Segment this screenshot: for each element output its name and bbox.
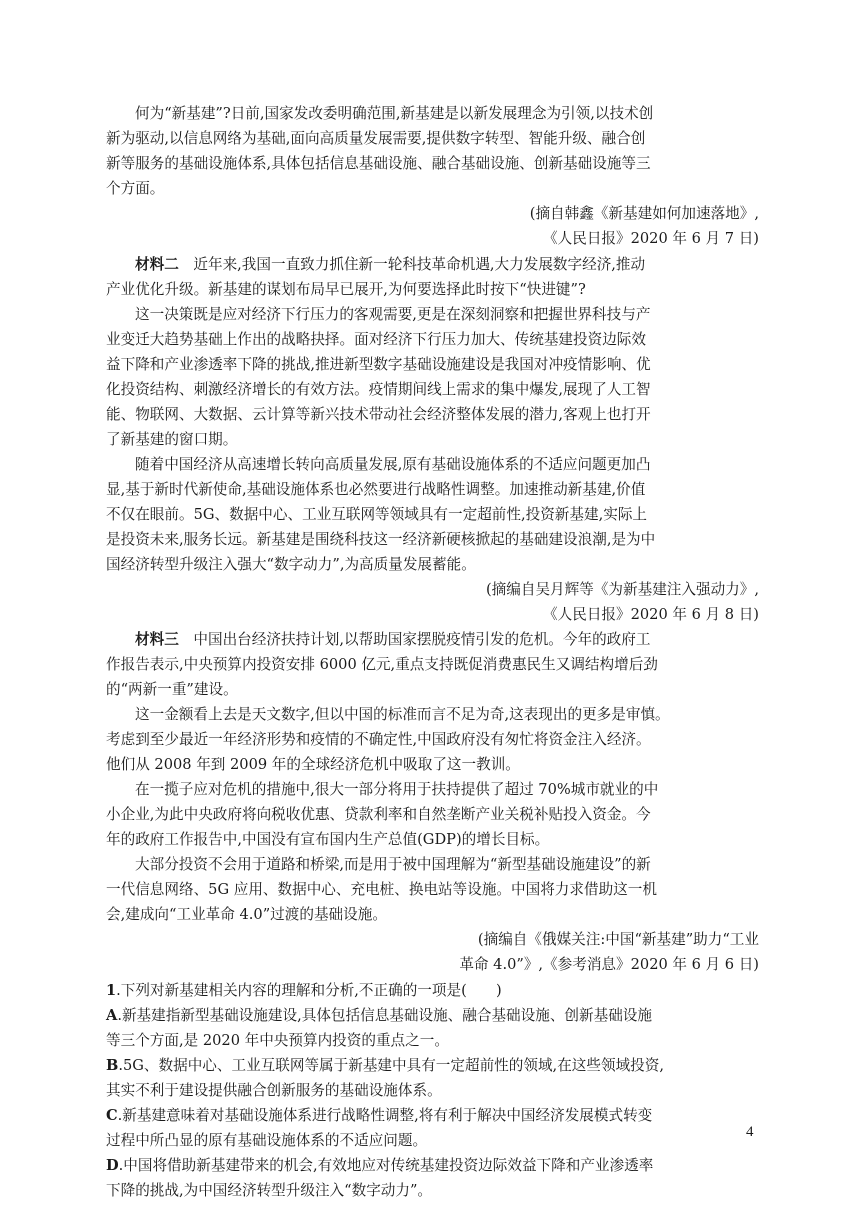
- text-line: [106, 754, 520, 776]
- line-text: 随着中国经济从高速增长转向高质量发展,原有基础设施体系的不适应问题更加凸: [135, 456, 651, 473]
- bold-label: 材料三: [135, 631, 179, 648]
- text-line: [106, 128, 645, 150]
- text-line: [543, 604, 759, 626]
- line-text: .新基建指新型基础设施建设,具体包括信息基础设施、融合基础设施、创新基础设施: [117, 1007, 652, 1024]
- line-text: 国经济转型升级注入强大“数字动力”,为高质量发展蓄能。: [106, 556, 476, 573]
- text-line: [106, 554, 476, 576]
- text-line: [106, 1155, 653, 1177]
- text-line: [135, 103, 653, 125]
- text-line: [106, 980, 502, 1002]
- line-text: 益下降和产业渗透率下降的挑战,推进新型数字基础设施建设是我国对冲疫情影响、优: [106, 356, 651, 373]
- text-line: [106, 354, 651, 376]
- text-line: [135, 779, 658, 801]
- text-line: [543, 228, 759, 250]
- line-text: 显,基于新时代新使命,基础设施体系也必然要进行战略性调整。加速推动新基建,价值: [106, 481, 646, 498]
- text-line: [478, 929, 759, 951]
- text-line: [106, 1080, 442, 1102]
- line-text: 《人民日报》2020 年 6 月 8 日): [543, 606, 759, 623]
- line-text: 等三个方面,是 2020 年中央预算内投资的重点之一。: [106, 1032, 449, 1049]
- line-text: 不仅在眼前。5G、数据中心、工业互联网等领域具有一定超前性,投资新基建,实际上: [106, 506, 648, 523]
- text-line: [106, 504, 647, 526]
- line-text: (摘编自吴月辉等《为新基建注入强动力》,: [485, 581, 759, 598]
- text-line: [106, 1030, 449, 1052]
- line-text: 下降的挑战,为中国经济转型升级注入“数字动力”。: [106, 1182, 433, 1199]
- bold-label: B: [106, 1057, 119, 1074]
- text-line: [106, 829, 549, 851]
- text-line: [106, 1005, 652, 1027]
- line-text: 业变迁大趋势基础上作出的战略抉择。面对经济下行压力加大、传统基建投资边际效: [106, 331, 646, 348]
- line-text: 新为驱动,以信息网络为基础,面向高质量发展需要,提供数字转型、智能升级、融合创: [106, 130, 646, 147]
- line-text: 一代信息网络、5G 应用、数据中心、充电桩、换电站等设施。中国将力求借助这一机: [106, 881, 657, 898]
- text-line: [530, 203, 759, 225]
- line-text: .下列对新基建相关内容的理解和分析,不正确的一项是( ): [116, 982, 502, 999]
- text-line: [106, 1105, 652, 1127]
- text-line: [106, 729, 651, 751]
- line-text: 考虑到至少最近一年经济形势和疫情的不确定性,中国政府没有匆忙将资金注入经济。: [106, 731, 651, 748]
- text-line: [135, 454, 650, 476]
- text-line: [135, 629, 650, 651]
- line-text: 近年来,我国一直致力抓住新一轮科技革命机遇,大力发展数字经济,推动: [178, 256, 646, 273]
- bold-label: 1: [106, 982, 117, 999]
- line-text: 过程中所凸显的原有基础设施体系的不适应问题。: [106, 1132, 428, 1149]
- text-line: [106, 679, 238, 701]
- line-text: 中国出台经济扶持计划,以帮助国家摆脱疫情引发的危机。今年的政府工: [178, 631, 651, 648]
- text-line: [459, 954, 759, 976]
- line-text: .中国将借助新基建带来的机会,有效地应对传统基建投资边际效益下降和产业渗透率: [118, 1157, 654, 1174]
- line-text: 是投资未来,服务长远。新基建是围绕科技这一经济新硬核掀起的基础建设浪潮,是为中: [106, 531, 656, 548]
- line-text: .5G、数据中心、工业互联网等属于新基建中具有一定超前性的领域,在这些领域投资,: [118, 1057, 664, 1074]
- text-line: [106, 904, 387, 926]
- text-line: [106, 429, 237, 451]
- text-line: [106, 329, 646, 351]
- line-text: 了新基建的窗口期。: [106, 431, 238, 448]
- text-line: [106, 479, 645, 501]
- line-text: 大部分投资不会用于道路和桥梁,而是用于被中国理解为“新型基础设施建设”的新: [135, 856, 651, 873]
- line-text: (摘编自《俄媒关注:中国“新基建”助力“工业: [477, 931, 759, 948]
- line-text: 能、物联网、大数据、云计算等新兴技术带动社会经济整体发展的潜力,客观上也打开: [106, 406, 651, 423]
- text-line: [106, 404, 651, 426]
- text-line: [135, 304, 650, 326]
- text-line: [106, 279, 586, 301]
- bold-label: C: [106, 1107, 118, 1124]
- line-text: 个方面。: [106, 180, 165, 197]
- text-line: [106, 654, 658, 676]
- line-text: 小企业,为此中央政府将向税收优惠、贷款利率和自然垄断产业关税补贴投入资金。今: [106, 806, 651, 823]
- bold-label: 材料二: [135, 256, 179, 273]
- line-text: 在一揽子应对危机的措施中,很大一部分将用于扶持提供了超过 70%城市就业的中: [135, 781, 659, 798]
- text-line: [106, 1180, 432, 1202]
- line-text: 年的政府工作报告中,中国没有宣布国内生产总值(GDP)的增长目标。: [106, 831, 550, 848]
- text-line: [106, 529, 655, 551]
- line-text: (摘自韩鑫《新基建如何加速落地》,: [529, 205, 759, 222]
- line-text: 这一决策既是应对经济下行压力的客观需要,更是在深刻洞察和把握世界科技与产: [135, 306, 651, 323]
- line-text: 作报告表示,中央预算内投资安排 6000 亿元,重点支持既促消费惠民生又调结构增后劲: [106, 656, 658, 673]
- line-text: 革命 4.0”》,《参考消息》2020 年 6 月 6 日): [459, 956, 759, 973]
- line-text: 化投资结构、刺激经济增长的有效方法。疫情期间线上需求的集中爆发,展现了人工智: [106, 381, 651, 398]
- text-line: [135, 854, 651, 876]
- line-text: 新等服务的基础设施体系,具体包括信息基础设施、融合基础设施、创新基础设施等三: [106, 155, 651, 172]
- text-line: [135, 704, 670, 726]
- bold-label: A: [106, 1007, 118, 1024]
- line-text: 这一金额看上去是天文数字,但以中国的标准而言不足为奇,这表现出的更多是审慎。: [135, 706, 670, 723]
- text-line: [106, 1055, 664, 1077]
- text-line: [106, 879, 657, 901]
- page-number: 4: [746, 1124, 754, 1140]
- text-line: [106, 379, 651, 401]
- text-line: [135, 254, 645, 276]
- line-text: 《人民日报》2020 年 6 月 7 日): [543, 230, 759, 247]
- bold-label: D: [106, 1157, 119, 1174]
- text-line: [106, 804, 651, 826]
- line-text: 的“两新一重”建设。: [106, 681, 238, 698]
- text-line: [106, 178, 164, 200]
- line-text: 会,建成向“工业革命 4.0”过渡的基础设施。: [106, 906, 387, 923]
- text-line: [486, 579, 759, 601]
- text-line: [106, 1130, 427, 1152]
- line-text: 何为“新基建”?日前,国家发改委明确范围,新基建是以新发展理念为引领,以技术创: [135, 105, 654, 122]
- line-text: 产业优化升级。新基建的谋划布局早已展开,为何要选择此时按下“快进键”?: [106, 281, 586, 298]
- line-text: 他们从 2008 年到 2009 年的全球经济危机中吸取了这一教训。: [106, 756, 520, 773]
- line-text: 其实不利于建设提供融合创新服务的基础设施体系。: [106, 1082, 442, 1099]
- line-text: .新基建意味着对基础设施体系进行战略性调整,将有利于解决中国经济发展模式转变: [117, 1107, 653, 1124]
- text-line: [106, 153, 651, 175]
